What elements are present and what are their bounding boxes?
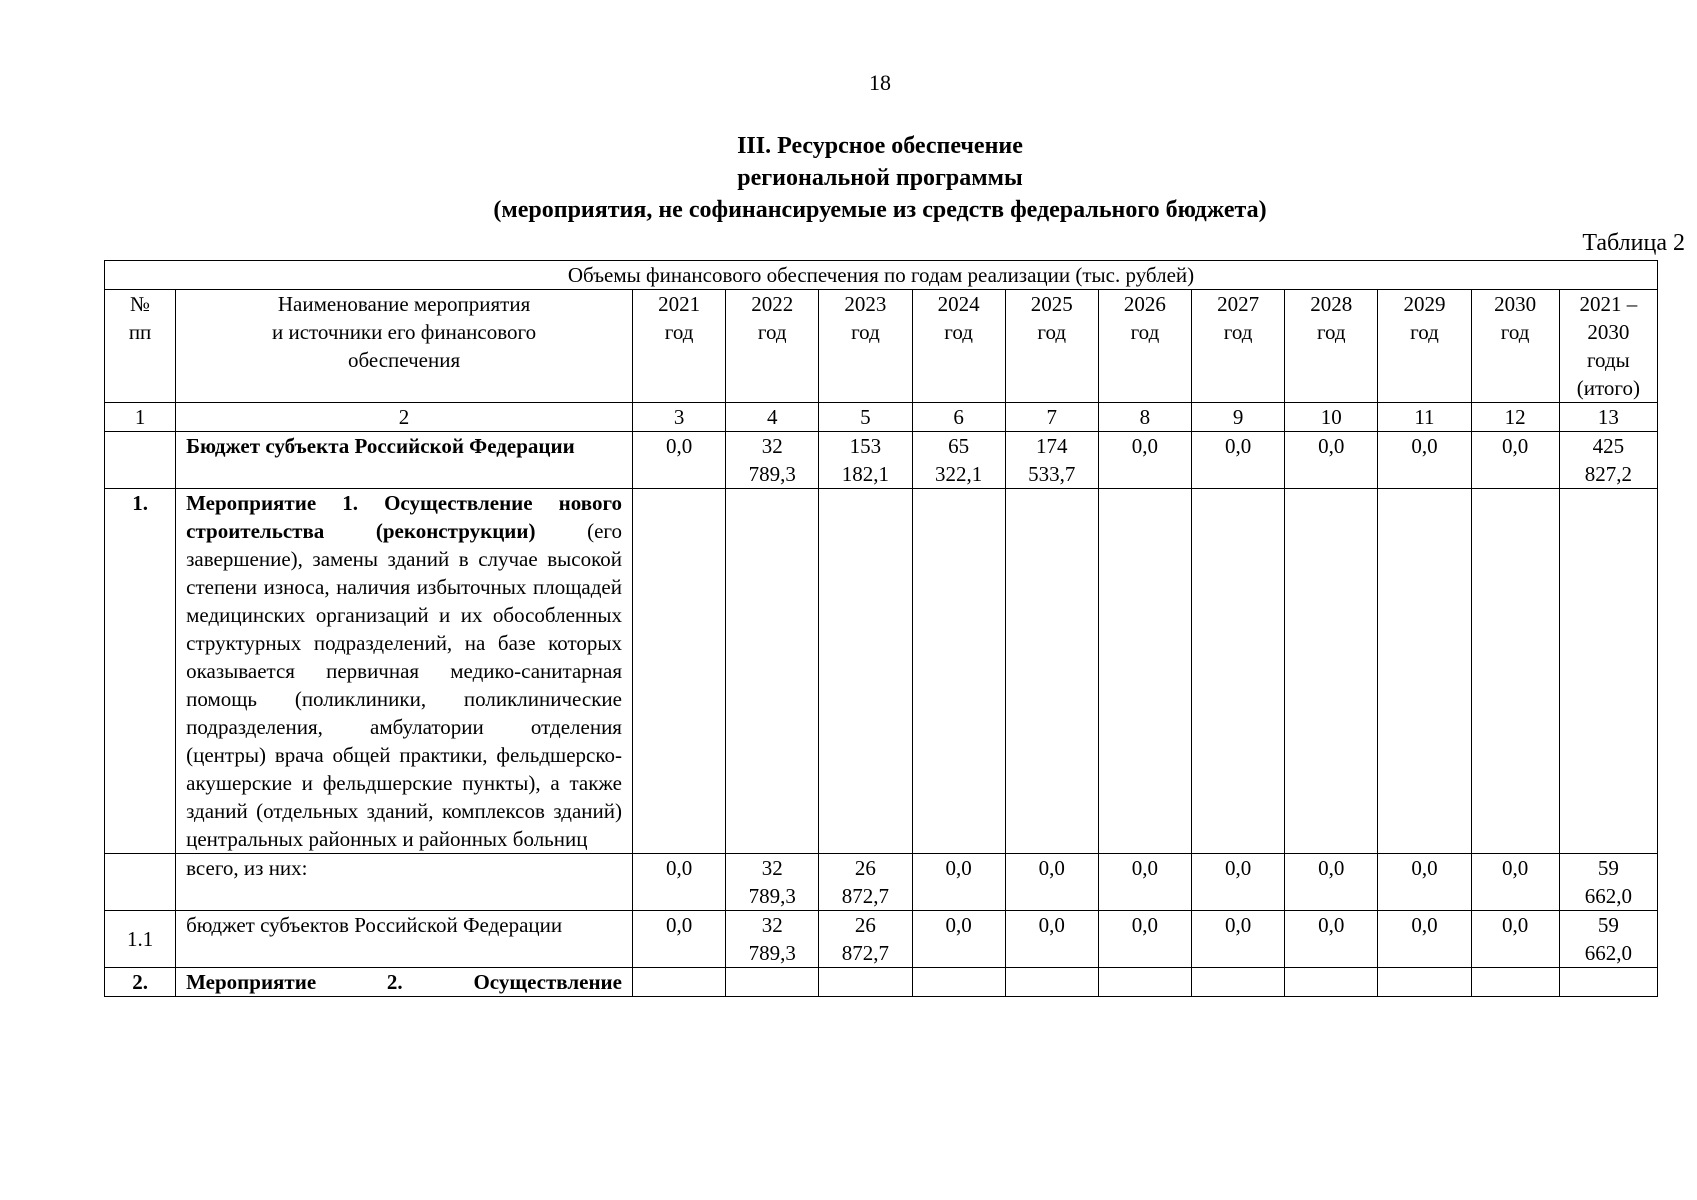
header-name: Наименование мероприятия и источники его финансового обеспечения	[176, 290, 633, 403]
row-name: всего, из них:	[176, 854, 633, 911]
header-year: 2021 год	[632, 290, 725, 403]
row-name: Бюджет субъекта Российской Федерации	[176, 432, 633, 489]
title-line-2: региональной программы	[737, 165, 1023, 191]
value-cell: 0,0	[1098, 432, 1191, 489]
value-cell	[912, 489, 1005, 854]
value-cell	[1559, 489, 1657, 854]
table-row	[105, 432, 1658, 489]
table-top-header-row	[105, 261, 1658, 290]
col-number: 13	[1559, 403, 1657, 432]
value-cell: 0,0	[1192, 854, 1285, 911]
value-cell: 59 662,0	[1559, 854, 1657, 911]
table-row	[105, 968, 1658, 997]
table-row	[105, 489, 1658, 854]
row-number	[105, 854, 176, 911]
col-number: 9	[1192, 403, 1285, 432]
value-cell: 0,0	[632, 854, 725, 911]
header-no: № пп	[105, 290, 176, 403]
value-cell: 0,0	[1378, 432, 1471, 489]
value-cell	[726, 968, 819, 997]
value-cell: 0,0	[632, 432, 725, 489]
row-name: Мероприятие 2. Осуществление	[176, 968, 633, 997]
column-header-row	[105, 290, 1658, 403]
header-year: 2026 год	[1098, 290, 1191, 403]
col-number: 5	[819, 403, 912, 432]
value-cell: 0,0	[1285, 854, 1378, 911]
value-cell	[632, 968, 725, 997]
col-number: 8	[1098, 403, 1191, 432]
table-row	[105, 854, 1658, 911]
value-cell	[1098, 968, 1191, 997]
col-number: 6	[912, 403, 1005, 432]
value-cell: 0,0	[1285, 911, 1378, 968]
value-cell	[1192, 489, 1285, 854]
value-cell: 425 827,2	[1559, 432, 1657, 489]
value-cell: 0,0	[1285, 432, 1378, 489]
value-cell: 0,0	[1005, 854, 1098, 911]
value-cell	[1471, 968, 1559, 997]
value-cell: 0,0	[1471, 432, 1559, 489]
col-number: 1	[105, 403, 176, 432]
value-cell: 0,0	[912, 911, 1005, 968]
value-cell: 0,0	[1192, 432, 1285, 489]
value-cell: 0,0	[1098, 854, 1191, 911]
value-cell: 0,0	[1192, 911, 1285, 968]
value-cell: 0,0	[912, 854, 1005, 911]
row-number: 1.1	[105, 911, 176, 968]
value-cell	[1378, 489, 1471, 854]
header-year: 2030 год	[1471, 290, 1559, 403]
value-cell	[912, 968, 1005, 997]
col-number: 11	[1378, 403, 1471, 432]
value-cell	[1559, 968, 1657, 997]
top-header-cell: Объемы финансового обеспечения по годам реализации (тыс. рублей)	[105, 261, 1658, 290]
value-cell: 59 662,0	[1559, 911, 1657, 968]
header-year: 2024 год	[912, 290, 1005, 403]
value-cell	[1285, 968, 1378, 997]
value-cell: 26 872,7	[819, 911, 912, 968]
title-line-1: III. Ресурсное обеспечение	[737, 133, 1023, 159]
col-number: 7	[1005, 403, 1098, 432]
header-year: 2022 год	[726, 290, 819, 403]
col-number: 3	[632, 403, 725, 432]
value-cell	[1192, 968, 1285, 997]
value-cell	[726, 489, 819, 854]
row-number: 1.	[105, 489, 176, 854]
value-cell: 0,0	[1098, 911, 1191, 968]
section-title	[0, 130, 1697, 226]
header-total: 2021 – 2030 годы (итого)	[1559, 290, 1657, 403]
value-cell: 153 182,1	[819, 432, 912, 489]
col-number: 10	[1285, 403, 1378, 432]
title-line-3: (мероприятия, не софинансируемые из средств федерального бюджета)	[493, 197, 1267, 223]
value-cell: 0,0	[1471, 854, 1559, 911]
column-number-row	[105, 403, 1658, 432]
value-cell	[1005, 489, 1098, 854]
value-cell: 26 872,7	[819, 854, 912, 911]
value-cell: 0,0	[1378, 911, 1471, 968]
value-cell: 65 322,1	[912, 432, 1005, 489]
col-number: 12	[1471, 403, 1559, 432]
header-year: 2027 год	[1192, 290, 1285, 403]
value-cell	[1471, 489, 1559, 854]
value-cell	[632, 489, 725, 854]
budget-table	[104, 260, 1658, 997]
header-year: 2028 год	[1285, 290, 1378, 403]
header-year: 2029 год	[1378, 290, 1471, 403]
page-number: 18	[869, 70, 891, 95]
value-cell	[1378, 968, 1471, 997]
value-cell	[1005, 968, 1098, 997]
value-cell: 0,0	[1005, 911, 1098, 968]
value-cell	[1285, 489, 1378, 854]
row-number: 2.	[105, 968, 176, 997]
value-cell	[819, 489, 912, 854]
row-name: бюджет субъектов Российской Федерации	[176, 911, 633, 968]
col-number: 4	[726, 403, 819, 432]
value-cell: 0,0	[1378, 854, 1471, 911]
header-year: 2025 год	[1005, 290, 1098, 403]
table-label: Таблица 2	[1582, 230, 1685, 256]
value-cell: 174 533,7	[1005, 432, 1098, 489]
value-cell: 32 789,3	[726, 854, 819, 911]
table-row	[105, 911, 1658, 968]
header-year: 2023 год	[819, 290, 912, 403]
col-number: 2	[176, 403, 633, 432]
row-name: Мероприятие 1. Осуществление нового строительства (реконструкции) (его завершение), замены зданий в случае высокой степени износа, наличия избыточных площадей медицинских организаций и их обособленных структурных подразделений, на базе которых оказывается первичная медико-санитарная помощь (поликлиники, поликлинические подразделения, амбулатории отделения (центры) врача общей практики, фельдшерско-акушерские и фельдшерские пункты), а также зданий (отдельных зданий, комплексов зданий) центральных районных и районных больниц	[176, 489, 633, 854]
value-cell: 0,0	[1471, 911, 1559, 968]
value-cell: 0,0	[632, 911, 725, 968]
value-cell: 32 789,3	[726, 432, 819, 489]
row-number	[105, 432, 176, 489]
value-cell	[819, 968, 912, 997]
value-cell	[1098, 489, 1191, 854]
value-cell: 32 789,3	[726, 911, 819, 968]
